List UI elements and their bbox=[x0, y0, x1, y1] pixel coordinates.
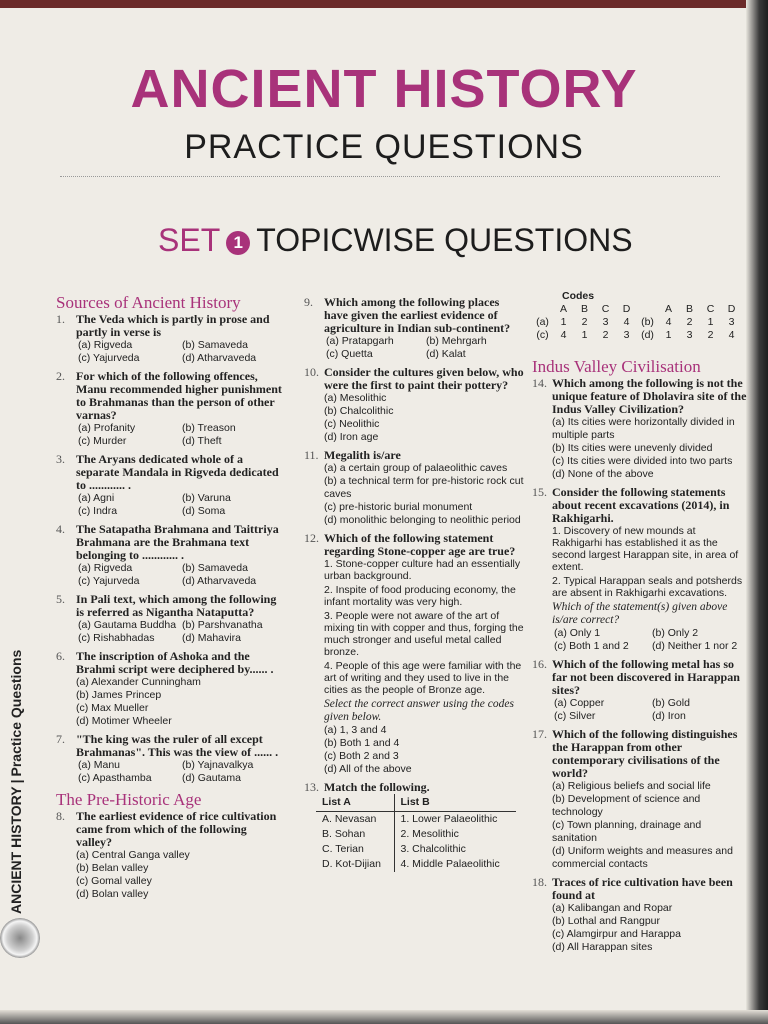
set-title: TOPICWISE QUESTIONS bbox=[256, 222, 633, 258]
question-number: 1. bbox=[56, 312, 65, 326]
side-label-separator: | bbox=[8, 779, 24, 784]
table-cell: A. Nevasan bbox=[316, 812, 394, 828]
section-heading-prehistoric: The Pre-Historic Age bbox=[56, 790, 202, 809]
option: (c) Rishabhadas bbox=[78, 632, 155, 644]
option: (b) Parshvanatha bbox=[182, 619, 263, 631]
code-cell: 2 bbox=[707, 329, 714, 341]
option: (c) Quetta bbox=[326, 348, 373, 360]
question-text: In Pali text, which among the following is referred as Nigantha Nataputta? bbox=[76, 592, 277, 619]
question-7 bbox=[56, 733, 284, 785]
code-cell: B bbox=[685, 303, 693, 315]
option: (c) Murder bbox=[78, 435, 127, 447]
code-cell bbox=[532, 303, 553, 316]
option: (a) 1, 3 and 4 bbox=[324, 724, 387, 736]
option: (b) Lothal and Rangpur bbox=[552, 915, 660, 927]
question-number: 2. bbox=[56, 369, 65, 383]
question-number: 9. bbox=[304, 295, 313, 309]
code-cell: 3 bbox=[602, 316, 609, 328]
question-text: Which of the following statement regarding Stone-copper age are true? bbox=[324, 531, 516, 558]
statement: 3. People were not aware of the art of mixing tin with copper and thus, forging the much stronger and useful metal called bronze. bbox=[324, 610, 524, 658]
code-cell: B bbox=[580, 303, 588, 315]
option: (d) All Harappan sites bbox=[552, 941, 653, 953]
question-text: "The king was the ruler of all except Brahmanas". This was the view of ...... . bbox=[76, 732, 279, 759]
option: (b) Belan valley bbox=[76, 862, 149, 874]
option: (d) None of the above bbox=[552, 468, 654, 480]
question-number: 16. bbox=[532, 657, 547, 671]
question-text: Consider the following statements about recent excavations (2014), in Rakhigarhi. bbox=[552, 485, 730, 525]
question-9 bbox=[304, 296, 524, 361]
question-text: The inscription of Ashoka and the Brahmi script were deciphered by...... . bbox=[76, 649, 274, 676]
option: (b) Samaveda bbox=[182, 339, 248, 351]
question-text: The Veda which is partly in prose and partly in verse is bbox=[76, 312, 270, 339]
option: (a) Central Ganga valley bbox=[76, 849, 190, 861]
code-cell: 3 bbox=[728, 316, 735, 328]
question-text: Which among the following places have given the earliest evidence of agriculture in Indian sub-continent? bbox=[324, 295, 511, 335]
code-cell: C bbox=[601, 303, 610, 315]
codes-header-row bbox=[532, 303, 742, 316]
question-16 bbox=[532, 658, 748, 723]
question-text: Which of the following distinguishes the Harappan from other contemporary civilisations of the world? bbox=[552, 727, 738, 780]
code-cell: 4 bbox=[560, 329, 567, 341]
side-label-subject: ANCIENT HISTORY bbox=[8, 786, 24, 914]
question-text: The Aryans dedicated whole of a separate Mandala in Rigveda dedicated to ............ . bbox=[76, 452, 279, 492]
question-18 bbox=[532, 876, 748, 954]
option: (b) Gold bbox=[652, 697, 690, 709]
code-cell: 1 bbox=[665, 329, 672, 341]
question-number: 18. bbox=[532, 875, 547, 889]
question-number: 8. bbox=[56, 809, 65, 823]
code-cell: D bbox=[622, 303, 631, 315]
option: (d) Theft bbox=[182, 435, 222, 447]
question-6 bbox=[56, 650, 284, 728]
option: (a) Rigveda bbox=[78, 339, 133, 351]
code-cell: (a) bbox=[536, 316, 549, 328]
code-cell: 2 bbox=[686, 316, 693, 328]
option: (a) Mesolithic bbox=[324, 392, 387, 404]
question-number: 5. bbox=[56, 592, 65, 606]
statement: 1. Discovery of new mounds at Rakhigarhi has established it as the second largest Harappan site, in area of extent. bbox=[552, 525, 739, 573]
option: (a) Rigveda bbox=[78, 562, 133, 574]
option: (d) Soma bbox=[182, 505, 226, 517]
question-12 bbox=[304, 532, 524, 776]
question-5 bbox=[56, 593, 284, 645]
option: (a) Gautama Buddha bbox=[78, 619, 177, 631]
code-cell: (d) bbox=[641, 329, 654, 341]
option: (c) Silver bbox=[554, 710, 596, 722]
statement: 4. People of this age were familiar with the art of writing and they used to live in the cities as the people of Bronze age. bbox=[324, 660, 522, 696]
instruction: Which of the statement(s) given above is/are correct? bbox=[552, 601, 728, 626]
option: (b) Varuna bbox=[182, 492, 231, 504]
side-label bbox=[8, 649, 32, 914]
section-heading-sources: Sources of Ancient History bbox=[56, 293, 241, 312]
option: (d) Kalat bbox=[426, 348, 466, 360]
table-cell: C. Terian bbox=[316, 842, 394, 857]
column-2 bbox=[304, 296, 524, 877]
page-subtitle: PRACTICE QUESTIONS bbox=[184, 128, 584, 166]
table-header: List B bbox=[394, 794, 516, 812]
question-number: 14. bbox=[532, 376, 547, 390]
option: (b) Samaveda bbox=[182, 562, 248, 574]
question-number: 12. bbox=[304, 531, 319, 545]
code-cell: A bbox=[559, 303, 567, 315]
question-14 bbox=[532, 377, 748, 481]
option: (d) Atharvaveda bbox=[182, 352, 257, 364]
question-number: 4. bbox=[56, 522, 65, 536]
table-cell: 4. Middle Palaeolithic bbox=[400, 858, 500, 870]
option: (d) Bolan valley bbox=[76, 888, 149, 900]
option: (c) Town planning, drainage and sanitation bbox=[552, 819, 702, 844]
question-number: 7. bbox=[56, 732, 65, 746]
question-10 bbox=[304, 366, 524, 444]
statement: 2. Typical Harappan seals and potsherds are absent in Rakhigarhi excavations. bbox=[552, 575, 743, 599]
code-cell: A bbox=[664, 303, 672, 315]
question-text: For which of the following offences, Manu recommended higher punishment to Brahmanas than the person of other varnas? bbox=[76, 369, 282, 422]
option: (b) Development of science and technology bbox=[552, 793, 701, 818]
question-2 bbox=[56, 370, 284, 448]
option: (c) Neolithic bbox=[324, 418, 380, 430]
table-row bbox=[316, 827, 516, 842]
option: (b) Yajnavalkya bbox=[182, 759, 254, 771]
statement: 1. Stone-copper culture had an essentially urban background. bbox=[324, 558, 521, 582]
option: (c) Gomal valley bbox=[76, 875, 152, 887]
table-row bbox=[316, 842, 516, 857]
question-3 bbox=[56, 453, 284, 518]
question-text: Consider the cultures given below, who were the first to paint their pottery? bbox=[324, 365, 524, 392]
question-8 bbox=[56, 810, 284, 901]
table-row bbox=[316, 812, 516, 828]
question-text: Match the following. bbox=[324, 780, 430, 794]
option: (c) Max Mueller bbox=[76, 702, 149, 714]
option: (a) Religious beliefs and social life bbox=[552, 780, 711, 792]
codes-row bbox=[532, 316, 742, 329]
option: (a) Only 1 bbox=[554, 627, 601, 639]
option: (d) All of the above bbox=[324, 763, 412, 775]
question-text: Which of the following metal has so far not been discovered in Harappan sites? bbox=[552, 657, 740, 697]
section-heading-indus: Indus Valley Civilisation bbox=[532, 357, 701, 376]
option: (b) Chalcolithic bbox=[324, 405, 394, 417]
question-number: 10. bbox=[304, 365, 319, 379]
side-label-section: Practice Questions bbox=[8, 649, 24, 777]
binder-ring-icon bbox=[0, 918, 40, 958]
option: (a) Manu bbox=[78, 759, 121, 771]
option: (a) Kalibangan and Ropar bbox=[552, 902, 673, 914]
code-cell: D bbox=[727, 303, 736, 315]
code-cell: C bbox=[706, 303, 715, 315]
code-cell: (c) bbox=[536, 329, 549, 341]
table-header: List A bbox=[316, 794, 394, 812]
option: (a) Alexander Cunningham bbox=[76, 676, 201, 688]
table-cell: 3. Chalcolithic bbox=[400, 843, 466, 855]
option: (c) Yajurveda bbox=[78, 352, 140, 364]
option: (c) Alamgirpur and Harappa bbox=[552, 928, 681, 940]
column-1 bbox=[56, 293, 284, 906]
set-word: SET bbox=[158, 222, 221, 258]
code-cell: 4 bbox=[623, 316, 630, 328]
option: (c) Apasthamba bbox=[78, 772, 152, 784]
page-title: ANCIENT HISTORY bbox=[130, 59, 638, 119]
code-cell: 1 bbox=[707, 316, 714, 328]
option: (b) Both 1 and 4 bbox=[324, 737, 400, 749]
table-cell: D. Kot-Dijian bbox=[316, 857, 394, 872]
code-cell: 3 bbox=[623, 329, 630, 341]
option: (b) a technical term for pre-historic rock cut caves bbox=[324, 475, 524, 500]
code-cell: (b) bbox=[641, 316, 654, 328]
question-number: 6. bbox=[56, 649, 65, 663]
option: (d) Uniform weights and measures and commercial contacts bbox=[552, 845, 733, 870]
code-cell: 4 bbox=[665, 316, 672, 328]
question-number: 11. bbox=[304, 448, 319, 462]
codes-block bbox=[532, 290, 748, 342]
code-cell: 4 bbox=[728, 329, 735, 341]
code-cell: 1 bbox=[560, 316, 567, 328]
codes-label: Codes bbox=[562, 290, 595, 302]
question-13 bbox=[304, 781, 524, 872]
option: (d) Iron age bbox=[324, 431, 379, 443]
option: (d) Motimer Wheeler bbox=[76, 715, 172, 727]
option: (a) Agni bbox=[78, 492, 115, 504]
match-table bbox=[316, 794, 516, 872]
question-text: Traces of rice cultivation have been found at bbox=[552, 875, 733, 902]
option: (d) Iron bbox=[652, 710, 686, 722]
question-number: 3. bbox=[56, 452, 65, 466]
question-4 bbox=[56, 523, 284, 588]
question-number: 17. bbox=[532, 727, 547, 741]
set-number-badge: 1 bbox=[226, 231, 250, 255]
bottom-edge-shadow bbox=[0, 1010, 768, 1024]
question-17 bbox=[532, 728, 748, 871]
table-cell: 1. Lower Palaeolithic bbox=[400, 813, 498, 825]
option: (c) Both 1 and 2 bbox=[554, 640, 629, 652]
statement: 2. Inspite of food producing economy, the infant mortality was very high. bbox=[324, 584, 516, 608]
option: (b) Treason bbox=[182, 422, 236, 434]
code-cell: 2 bbox=[602, 329, 609, 341]
question-15 bbox=[532, 486, 748, 653]
question-number: 13. bbox=[304, 780, 319, 794]
option: (c) Indra bbox=[78, 505, 118, 517]
question-text: Which among the following is not the unique feature of Dholavira site of the Indus Valley Civilization? bbox=[552, 376, 747, 416]
code-cell bbox=[637, 303, 658, 316]
codes-row bbox=[532, 329, 742, 342]
option: (c) Yajurveda bbox=[78, 575, 140, 587]
question-text: Megalith is/are bbox=[324, 448, 401, 462]
option: (c) Its cities were divided into two parts bbox=[552, 455, 733, 467]
question-text: The Satapatha Brahmana and Taittriya Brahmana are the Brahmana text belonging to ............ . bbox=[76, 522, 279, 562]
top-edge bbox=[0, 0, 768, 8]
question-number: 15. bbox=[532, 485, 547, 499]
code-cell: 1 bbox=[581, 329, 588, 341]
question-11 bbox=[304, 449, 524, 527]
option: (a) Profanity bbox=[78, 422, 136, 434]
option: (d) Mahavira bbox=[182, 632, 241, 644]
option: (b) Its cities were unevenly divided bbox=[552, 442, 713, 454]
question-1 bbox=[56, 313, 284, 365]
option: (b) Only 2 bbox=[652, 627, 699, 639]
table-cell: 2. Mesolithic bbox=[400, 828, 459, 840]
option: (d) Atharvaveda bbox=[182, 575, 257, 587]
question-text: The earliest evidence of rice cultivation came from which of the following valley? bbox=[76, 809, 277, 849]
option: (a) Its cities were horizontally divided in multiple parts bbox=[552, 416, 735, 441]
option: (a) a certain group of palaeolithic caves bbox=[324, 462, 508, 474]
table-cell: B. Sohan bbox=[316, 827, 394, 842]
option: (d) monolithic belonging to neolithic period bbox=[324, 514, 521, 526]
option: (c) Both 2 and 3 bbox=[324, 750, 399, 762]
option: (c) pre-historic burial monument bbox=[324, 501, 473, 513]
set-heading bbox=[158, 222, 633, 259]
code-cell: 2 bbox=[581, 316, 588, 328]
divider bbox=[60, 176, 720, 177]
column-3 bbox=[532, 290, 748, 959]
code-cell: 3 bbox=[686, 329, 693, 341]
option: (b) Mehrgarh bbox=[426, 335, 487, 347]
instruction: Select the correct answer using the codes given below. bbox=[324, 698, 514, 723]
option: (d) Neither 1 nor 2 bbox=[652, 640, 738, 652]
option: (b) James Princep bbox=[76, 689, 162, 701]
option: (d) Gautama bbox=[182, 772, 241, 784]
table-row bbox=[316, 857, 516, 872]
option: (a) Copper bbox=[554, 697, 605, 709]
option: (a) Pratapgarh bbox=[326, 335, 394, 347]
